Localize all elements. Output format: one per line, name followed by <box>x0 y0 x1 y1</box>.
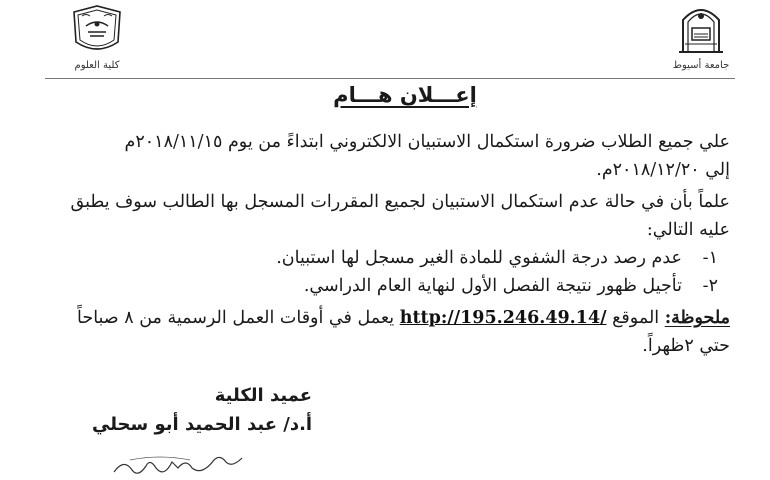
dean-title: عميد الكلية <box>214 385 313 406</box>
signature-block <box>92 385 312 435</box>
body-line-3: علماً بأن في حالة عدم استكمال الاستبيان لجميع المقررات المسجل بها الطالب سوف يطبق <box>70 192 730 212</box>
list-item-text: عدم رصد درجة الشفوي للمادة الغير مسجل لها استبيان. <box>276 248 682 268</box>
list-item-number: ١- <box>702 248 718 268</box>
dean-name: أ.د/ عبد الحميد أبو سحلي <box>92 414 313 435</box>
list-item <box>42 272 730 300</box>
list-item-text: تأجيل ظهور نتيجة الفصل الأول لنهاية العام الدراسي. <box>303 276 682 296</box>
consequences-list <box>42 244 730 300</box>
faculty-logo-icon <box>68 2 126 54</box>
note-suffix: يعمل في أوقات العمل الرسمية من ٨ صباحاً <box>77 308 395 328</box>
header-divider <box>45 78 735 79</box>
faculty-caption: كلية العلوم <box>74 60 120 71</box>
note-prefix: الموقع <box>612 308 660 328</box>
list-item-number: ٢- <box>702 276 718 296</box>
note-line-2: حتي ٢ظهراً. <box>642 336 730 356</box>
body-line-2: إلي ٢٠١٨/١٢/٢٠م. <box>596 160 730 180</box>
body-line-4: عليه التالي: <box>646 220 730 240</box>
university-logo-icon <box>673 2 729 54</box>
university-logo-block <box>656 2 746 71</box>
handwritten-signature-icon <box>110 452 250 478</box>
note-label: ملحوظة: <box>664 308 730 328</box>
announcement-body <box>42 128 730 360</box>
note-line <box>42 304 730 332</box>
body-line-1: علي جميع الطلاب ضرورة استكمال الاستبيان الالكتروني ابتداءً من يوم ٢٠١٨/١١/١٥م <box>124 132 730 152</box>
list-item <box>42 244 730 272</box>
announcement-title: إعـــلان هـــام <box>333 83 477 107</box>
faculty-logo-block <box>52 2 142 71</box>
site-link[interactable]: http://195.246.49.14/ <box>399 308 607 328</box>
university-caption: جامعة أسيوط <box>672 60 730 71</box>
